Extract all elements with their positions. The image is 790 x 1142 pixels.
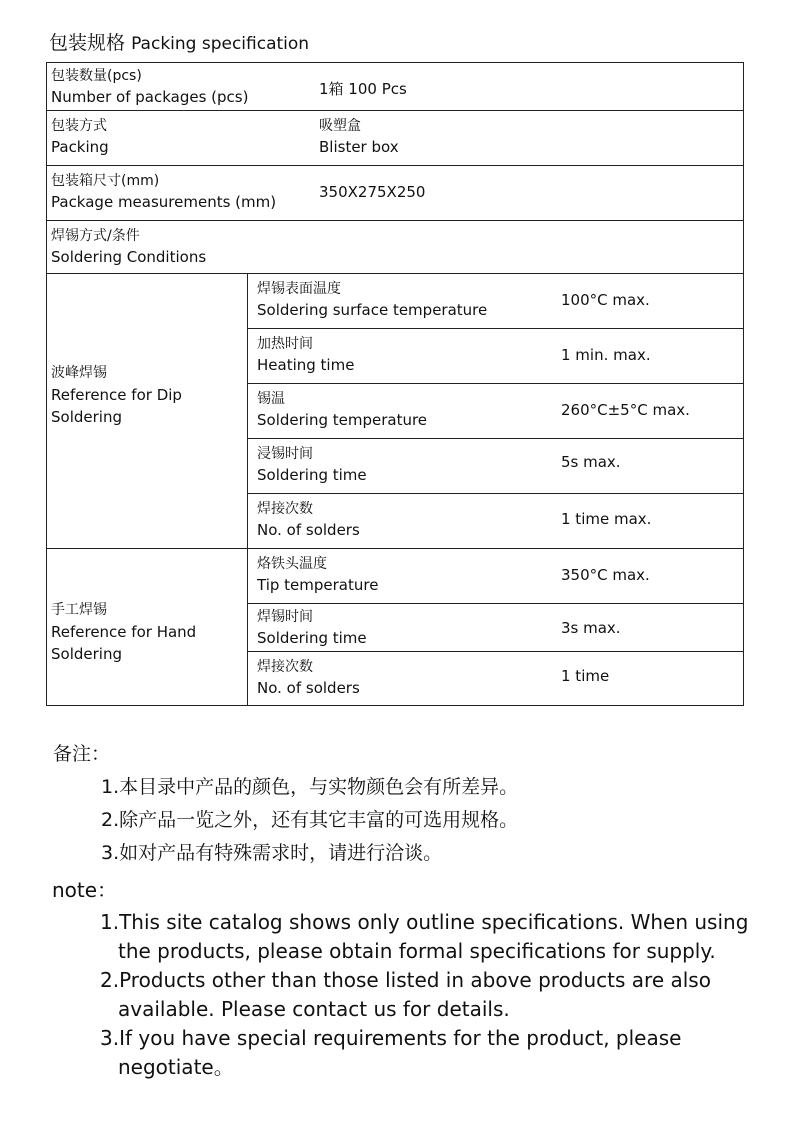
packing-spec-table [46,62,744,706]
packing-value [319,116,399,158]
notes-zh [53,738,518,870]
table-column-divider [247,273,248,705]
table-divider [47,220,743,221]
list-item: 1.This site catalog shows only outline specifications. When using the products, please obtain formal specifications for supply. [100,910,749,963]
quantity-value: 1箱 100 Pcs [319,80,407,98]
page-title [49,28,309,55]
list-item: 3.If you have special requirements for the product, please negotiate。 [100,1026,682,1079]
label-zh: 焊锡表面温度 [257,281,341,297]
measurements-value: 350X275X250 [319,183,426,201]
label-en: Packing [51,138,109,156]
table-row [257,657,360,699]
label-zh: 加热时间 [257,336,313,352]
row-value: 100°C max. [561,291,650,309]
table-row [257,554,378,596]
page-title-zh: 包装规格 [49,32,126,54]
table-divider [47,165,743,166]
label-zh: 包装箱尺寸(mm) [51,173,160,189]
label-zh: 包装数量(pcs) [51,68,142,84]
table-divider [247,651,743,652]
table-row [257,389,427,431]
row-value: 5s max. [561,453,621,471]
label-en: Reference for Hand [51,623,197,641]
label-en: Soldering [51,408,122,426]
table-divider [247,493,743,494]
page-title-en: Packing specification [131,34,310,54]
table-row [257,444,367,486]
label-en: Soldering [51,645,122,663]
table-row [257,607,367,649]
label-zh: 手工焊锡 [51,602,107,618]
table-row-measurements-label [51,171,276,213]
label-en: Reference for Dip [51,386,182,404]
list-item: 2.除产品一览之外，还有其它丰富的可选用规格。 [101,809,519,831]
label-zh: 焊接次数 [257,501,313,517]
value-en: Blister box [319,138,399,156]
hand-soldering-label [51,599,196,665]
label-zh: 烙铁头温度 [257,556,327,572]
row-value: 1 min. max. [561,346,651,364]
table-row [257,334,354,376]
value-zh: 吸塑盒 [319,118,361,134]
label-en: No. of solders [257,521,360,539]
label-zh: 焊锡方式/条件 [51,228,140,244]
label-zh: 波峰焊锡 [51,365,107,381]
label-en: Heating time [257,356,355,374]
label-en: Soldering Conditions [51,248,207,266]
notes-en-header: note： [52,878,118,902]
table-divider [47,273,743,274]
label-en: Soldering time [257,629,367,647]
label-en: Package measurements (mm) [51,193,277,211]
row-value: 1 time [561,667,610,685]
label-zh: 焊接次数 [257,659,313,675]
list-item: 1.本目录中产品的颜色，与实物颜色会有所差异。 [101,776,519,798]
row-value: 1 time max. [561,510,652,528]
label-zh: 锡温 [257,391,285,407]
row-value: 3s max. [561,619,621,637]
notes-zh-header: 备注： [53,743,111,765]
label-en: Number of packages (pcs) [51,88,249,106]
table-divider [247,603,743,604]
label-zh: 浸锡时间 [257,446,313,462]
label-en: Tip temperature [257,576,379,594]
table-row-packing-label [51,116,109,158]
label-zh: 焊锡时间 [257,609,313,625]
label-en: Soldering surface temperature [257,301,488,319]
row-value: 260°C±5°C max. [561,401,690,419]
label-zh: 包装方式 [51,118,107,134]
list-item: 2.Products other than those listed in above products are also available. Please contact us for details. [100,968,711,1021]
label-en: No. of solders [257,679,360,697]
table-divider [247,438,743,439]
table-row [257,499,360,541]
table-row-quantity-label [51,66,248,108]
notes-en [52,876,752,1082]
label-en: Soldering time [257,466,367,484]
table-divider [47,548,743,549]
table-divider [47,110,743,111]
list-item: 3.如对产品有特殊需求时，请进行洽谈。 [101,842,443,864]
label-en: Soldering temperature [257,411,428,429]
soldering-conditions-header [51,226,206,268]
table-row [257,279,487,321]
row-value: 350°C max. [561,566,650,584]
table-divider [247,328,743,329]
dip-soldering-label [51,362,182,428]
table-divider [247,383,743,384]
